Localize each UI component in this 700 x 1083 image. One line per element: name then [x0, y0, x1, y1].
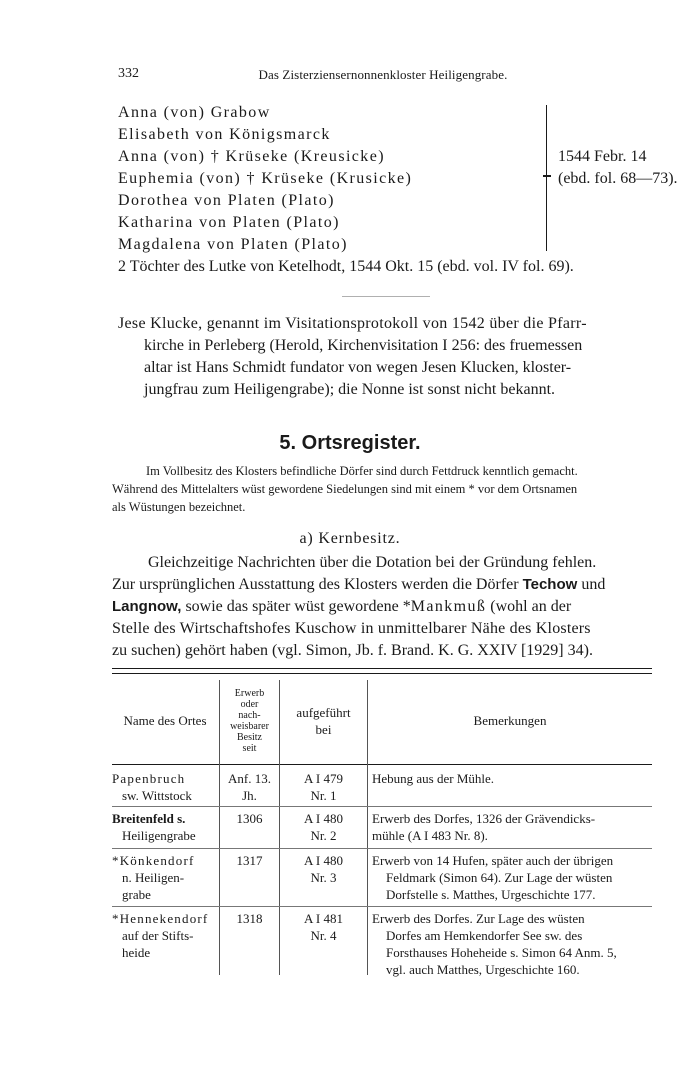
- remark-line: mühle (A I 483 Nr. 8).: [372, 828, 488, 843]
- remark-line: Feldmark (Simon 64). Zur Lage der wüsten: [386, 870, 613, 885]
- header-line: aufgeführt: [296, 705, 351, 720]
- ref-line: A I 480: [304, 811, 343, 826]
- running-head: [118, 66, 648, 86]
- year-line: 1306: [236, 811, 263, 826]
- cell-remarks: [372, 810, 652, 844]
- cell-year: [220, 910, 279, 927]
- remark-line: Erwerb des Dorfes, 1326 der Grävendicks-: [372, 811, 596, 826]
- column-header-remarks: Bemerkungen: [473, 713, 547, 728]
- nun-entry: Magdalena von Platen (Plato): [118, 236, 348, 253]
- cell-year: [220, 770, 279, 804]
- place-location: sw. Wittstock: [122, 788, 192, 803]
- year-line: 1318: [236, 911, 263, 926]
- section-note-line: Im Vollbesitz des Klosters befindliche Dörfer sind durch Fettdruck kenntlich gemacht.: [146, 464, 578, 478]
- year-line: Jh.: [242, 788, 257, 803]
- section-note-line: Während des Mittelalters wüst gewordene Siedelungen sind mit einem * vor dem Ortsnamen: [112, 482, 578, 496]
- paragraph-line: [112, 596, 571, 618]
- place-spaced: Mankmuß: [410, 598, 487, 615]
- paragraph-line: [112, 574, 605, 596]
- remark-line: Forsthauses Hoheheide s. Simon 64 Anm. 5,: [386, 945, 617, 960]
- row-divider: [112, 848, 652, 849]
- place-name: Breitenfeld s.: [112, 811, 186, 826]
- header-line: weisbarer: [230, 721, 269, 732]
- header-line: nach-: [238, 710, 261, 721]
- place-location: Heiligengrabe: [122, 828, 196, 843]
- remark-line: Erwerb des Dorfes. Zur Lage des wüsten: [372, 911, 585, 926]
- cell-ref: [280, 810, 367, 844]
- year-line: Anf. 13.: [228, 771, 271, 786]
- ref-line: Nr. 3: [310, 870, 337, 885]
- grouping-brace: [536, 105, 547, 251]
- page-number: 332: [118, 66, 139, 81]
- column-header-name: Name des Ortes: [123, 713, 207, 728]
- header-line: oder: [240, 699, 259, 710]
- section-title: 5. Ortsregister.: [279, 432, 421, 454]
- cell-year: [220, 810, 279, 827]
- text-run: und: [581, 576, 606, 593]
- row-divider: [112, 806, 652, 807]
- text-run: Zur ursprünglichen Ausstattung des Klosters werden die Dörfer: [112, 576, 519, 593]
- column-header-acquired: [220, 688, 279, 754]
- nun-entry: Euphemia (von) † Krüseke (Krusicke): [118, 170, 413, 187]
- text-run: sowie das später wüst gewordene *: [185, 598, 411, 615]
- nun-entry: Dorothea von Platen (Plato): [118, 192, 335, 209]
- remark-line: Dorfes am Hemkendorfer See sw. des: [386, 928, 583, 943]
- ref-line: A I 479: [304, 771, 343, 786]
- table-header-rule: [112, 764, 652, 765]
- remark-line: Erwerb von 14 Hufen, später auch der übrigen: [372, 853, 614, 868]
- ref-line: A I 480: [304, 853, 343, 868]
- subsection-title: a) Kernbesitz.: [299, 530, 401, 547]
- paragraph-line: Gleichzeitige Nachrichten über die Dotation bei der Gründung fehlen.: [148, 554, 597, 571]
- separator-rule: [342, 296, 430, 297]
- remark-line: vgl. auch Matthes, Urgeschichte 160.: [386, 962, 580, 977]
- place-name: Papenbruch: [112, 771, 186, 786]
- paragraph-line: altar ist Hans Schmidt fundator von wegen Jesen Klucken, kloster-: [144, 359, 572, 376]
- year-line: 1317: [236, 853, 263, 868]
- text-run: (wohl an der: [490, 598, 572, 615]
- section-note-line: als Wüstungen bezeichnet.: [112, 500, 246, 514]
- running-title: Das Zisterziensernonnenkloster Heiligengrabe.: [258, 67, 508, 82]
- ref-line: Nr. 2: [310, 828, 337, 843]
- nun-entry: Anna (von) † Krüseke (Kreusicke): [118, 148, 385, 165]
- cell-year: [220, 852, 279, 869]
- header-line: bei: [315, 722, 332, 737]
- header-line: Erwerb: [234, 688, 265, 699]
- nun-entry: Katharina von Platen (Plato): [118, 214, 340, 231]
- place-name: *Könkendorf: [112, 853, 195, 868]
- cell-ref: [280, 852, 367, 886]
- cell-place: [112, 810, 218, 844]
- place-location: heide: [122, 945, 151, 960]
- ref-line: Nr. 1: [310, 788, 337, 803]
- cell-remarks: [372, 852, 652, 903]
- header-line: Besitz: [237, 732, 262, 743]
- column-header-listed: [280, 704, 367, 738]
- paragraph-line: Stelle des Wirtschaftshofes Kuschow in unmittelbarer Nähe des Klosters: [112, 620, 591, 637]
- cell-ref: [280, 910, 367, 944]
- paragraph-line: zu suchen) gehört haben (vgl. Simon, Jb. f. Brand. K. G. XXIV [1929] 34).: [112, 642, 593, 659]
- nun-entry: Anna (von) Grabow: [118, 104, 271, 121]
- brace-date: 1544 Febr. 14: [558, 148, 647, 165]
- cell-place: [112, 910, 218, 961]
- ref-line: Nr. 4: [310, 928, 337, 943]
- cell-ref: [280, 770, 367, 804]
- place-bold: Langnow,: [112, 598, 182, 615]
- grouping-brace-tip: [543, 175, 551, 177]
- place-location: n. Heiligen-: [122, 870, 185, 885]
- header-line: seit: [242, 743, 257, 754]
- paragraph-line: Jese Klucke, genannt im Visitationsprotokoll von 1542 über die Pfarr-: [118, 315, 587, 332]
- place-bold: Techow: [522, 576, 578, 593]
- cell-place: [112, 852, 218, 903]
- remark-line: Dorfstelle s. Matthes, Urgeschichte 177.: [386, 887, 596, 902]
- nun-entry: Elisabeth von Königsmarck: [118, 126, 331, 143]
- place-location: grabe: [122, 887, 151, 902]
- remark-line: Hebung aus der Mühle.: [372, 771, 495, 786]
- row-divider: [112, 906, 652, 907]
- paragraph-line: jungfrau zum Heiligengrabe); die Nonne ist sonst nicht bekannt.: [144, 381, 556, 398]
- paragraph-line: kirche in Perleberg (Herold, Kirchenvisitation I 256: des fruemessen: [144, 337, 583, 354]
- table-top-rule: [112, 668, 652, 669]
- table-top-rule: [112, 673, 652, 674]
- place-location: auf der Stifts-: [122, 928, 194, 943]
- brace-source: (ebd. fol. 68—73).: [558, 170, 678, 187]
- cell-place: [112, 770, 218, 804]
- place-name: *Hennekendorf: [112, 911, 209, 926]
- cell-remarks: [372, 910, 652, 978]
- cell-remarks: [372, 770, 652, 787]
- daughters-line: 2 Töchter des Lutke von Ketelhodt, 1544 Okt. 15 (ebd. vol. IV fol. 69).: [118, 258, 574, 275]
- ref-line: A I 481: [304, 911, 343, 926]
